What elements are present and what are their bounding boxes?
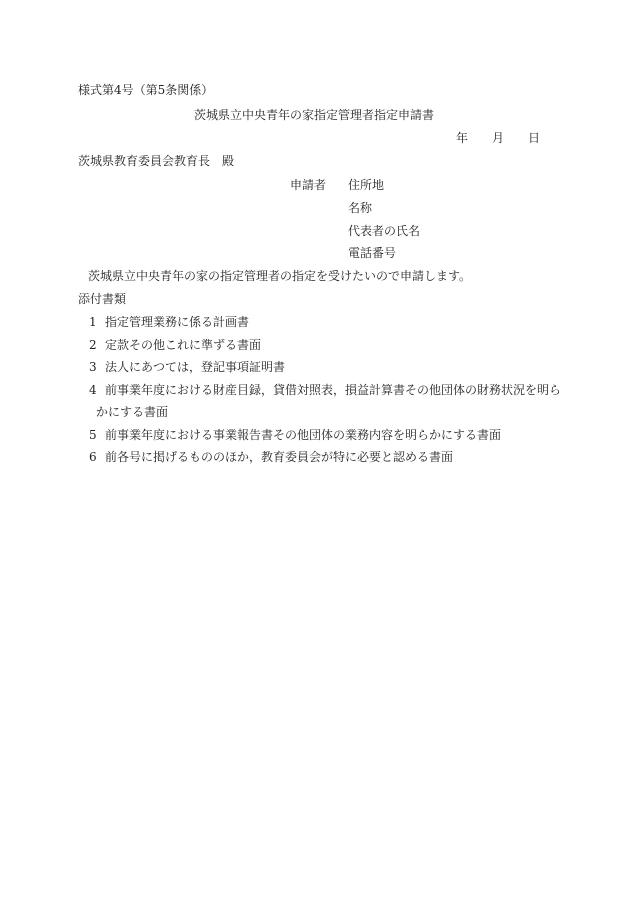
applicant-phone-label: 電話番号	[348, 246, 397, 260]
attachment-text: 前事業年度における財産目録，貸借対照表，損益計算書その他団体の財務状況を明ら	[105, 383, 562, 397]
date-day-label: 日	[528, 131, 541, 145]
attachment-item	[89, 315, 249, 329]
date-row	[456, 131, 540, 145]
attachments-heading: 添付書類	[78, 292, 127, 306]
addressee: 茨城県教育委員会教育長 殿	[78, 154, 235, 168]
date-month-label: 月	[492, 131, 505, 145]
applicant-name-label: 名称	[348, 201, 373, 215]
attachment-number: 4	[89, 383, 97, 397]
attachment-text: 前事業年度における事業報告書その他団体の業務内容を明らかにする書面	[105, 428, 502, 442]
application-statement: 茨城県立中央青年の家の指定管理者の指定を受けたいので申請します。	[88, 269, 472, 283]
form-number: 様式第4号（第5条関係）	[78, 83, 214, 97]
attachment-text: 定款その他これに準ずる書面	[105, 338, 262, 352]
document-title: 茨城県立中央青年の家指定管理者指定申請書	[194, 108, 435, 122]
attachment-number: 3	[89, 360, 97, 374]
applicant-label: 申請者	[290, 178, 327, 192]
attachment-number: 5	[89, 428, 97, 442]
attachment-item	[89, 338, 261, 352]
attachment-item	[89, 383, 561, 397]
attachment-item	[89, 360, 285, 374]
attachment-text: 法人にあつては，登記事項証明書	[105, 360, 286, 374]
attachment-text: 前各号に掲げるもののほか，教育委員会が特に必要と認める書面	[105, 450, 454, 464]
attachment-item	[89, 428, 501, 442]
attachment-text-continuation: かにする書面	[96, 405, 169, 419]
attachment-item	[89, 450, 453, 464]
attachment-number: 1	[89, 315, 97, 329]
attachment-number: 2	[89, 338, 97, 352]
date-year-label: 年	[456, 131, 469, 145]
attachment-number: 6	[89, 450, 97, 464]
applicant-address-label: 住所地	[348, 178, 385, 192]
applicant-representative-label: 代表者の氏名	[348, 224, 421, 238]
attachment-text: 指定管理業務に係る計画書	[105, 315, 250, 329]
